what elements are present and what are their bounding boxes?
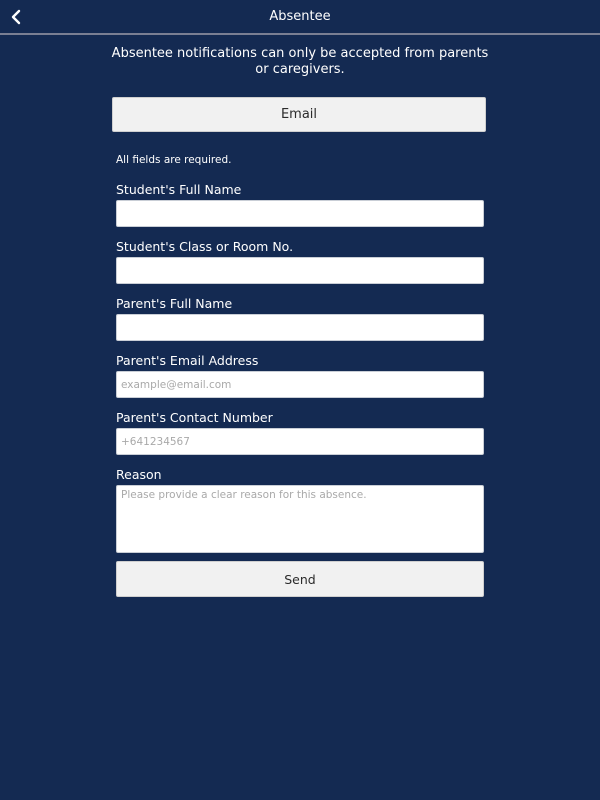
student-name-label: Student's Full Name (116, 182, 242, 197)
class-room-input[interactable] (116, 257, 484, 284)
parent-name-label: Parent's Full Name (116, 296, 233, 311)
top-bar (0, 0, 600, 35)
parent-email-input[interactable] (116, 371, 484, 398)
class-room-label: Student's Class or Room No. (116, 239, 294, 254)
email-button[interactable]: Email (112, 97, 486, 132)
contact-number-label: Parent's Contact Number (116, 410, 273, 425)
page-title: Absentee (269, 9, 331, 24)
reason-textarea[interactable] (116, 485, 484, 553)
contact-number-input[interactable] (116, 428, 484, 455)
required-note: All fields are required. (116, 154, 232, 166)
notice-text: Absentee notifications can only be accepted from parents or caregivers. (111, 46, 489, 77)
send-button[interactable]: Send (116, 561, 484, 597)
student-name-input[interactable] (116, 200, 484, 227)
reason-label: Reason (116, 467, 162, 482)
parent-name-input[interactable] (116, 314, 484, 341)
parent-email-label: Parent's Email Address (116, 353, 259, 368)
